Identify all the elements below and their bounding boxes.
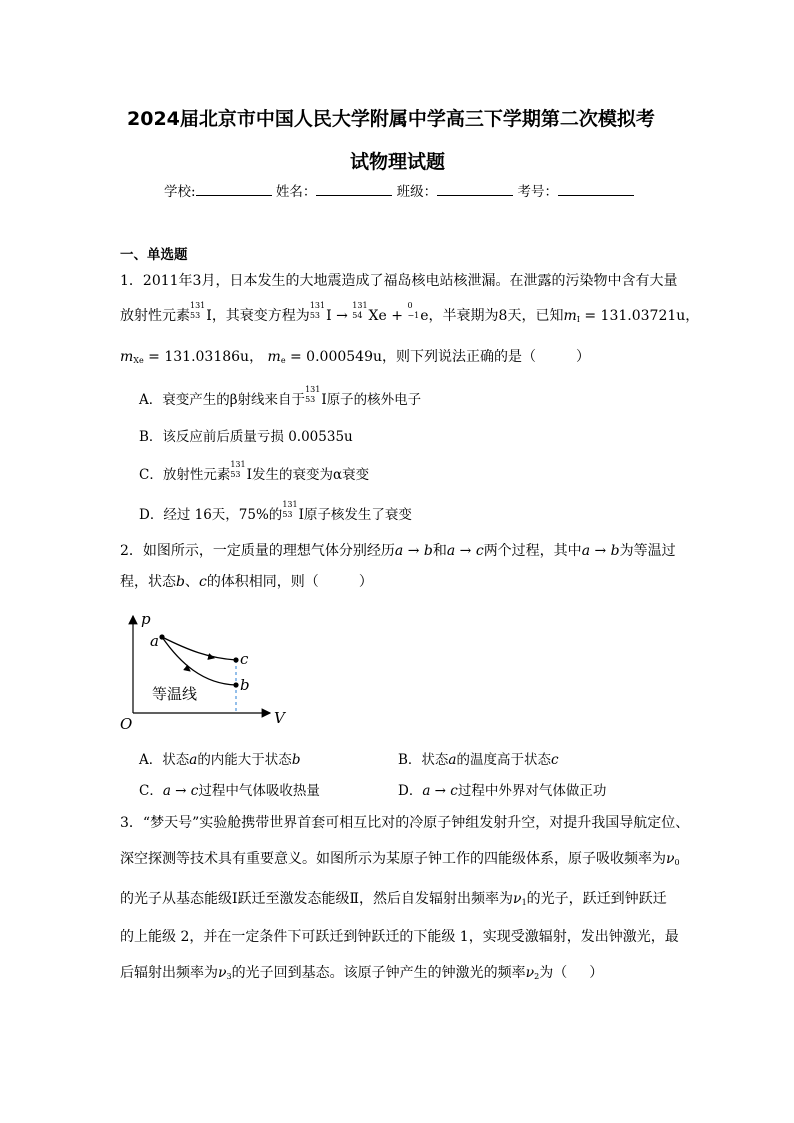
q3-line3: 的光子从基态能级Ⅰ跃迁至激发态能级Ⅱ，然后自发辐射出频率为$\nu_1$的光子，跃迁到钟跃迁 — [120, 891, 667, 907]
exam-number-field[interactable] — [558, 182, 634, 196]
name-label: 姓名： — [275, 184, 317, 200]
q3-line5: 后辐射出频率为$\nu_3$的光子回到基态。该原子钟产生的钟激光的频率$\nu_2$为（ ） — [120, 965, 604, 981]
class-label: 班级： — [396, 184, 438, 200]
q3-line4: 的上能级 2，并在一定条件下可跃迁到钟跃迁的下能级 1，实现受激辐射，发出钟激光，最 — [120, 929, 679, 945]
point-a — [159, 634, 164, 639]
electron-nuclide: 0 −1 — [407, 301, 420, 320]
q2-line1: 2．如图所示，一定质量的理想气体分别经历a → b和a → c两个过程，其中a → b为等温过 — [120, 543, 676, 559]
iodine-nuclide: 131 53 — [190, 301, 206, 320]
q2-option-c[interactable]: C．a → c过程中气体吸收热量 — [139, 783, 320, 799]
p-axis-label: p — [141, 610, 151, 628]
q1-text: 放射性元素 — [120, 308, 190, 324]
q2-option-b[interactable]: B．状态a的温度高于状态c — [398, 752, 559, 768]
iodine-nuclide: 131 53 — [309, 301, 326, 320]
school-label: 学校: — [164, 184, 196, 200]
q1-option-b[interactable]: B．该反应前后质量亏损 0.00535u — [139, 429, 353, 445]
point-c — [233, 657, 238, 662]
v-axis-label: V — [274, 709, 285, 727]
q1-line1: 1．2011年3月，日本发生的大地震造成了福岛核电站核泄漏。在泄露的污染物中含有大量 — [120, 273, 678, 289]
curve-a-to-b-isotherm — [162, 637, 236, 685]
q3-line1: 3．“梦天号”实验舱携带世界首套可相互比对的冷原子钟组发射升空，对提升我国导航定位、 — [120, 815, 690, 831]
isotherm-label: 等温线 — [152, 685, 198, 703]
xenon-nuclide: 131 54 — [352, 301, 368, 320]
page-title-line2: 试物理试题 — [350, 151, 446, 173]
q2-option-d[interactable]: D．a → c过程中外界对气体做正功 — [398, 783, 607, 799]
point-a-label: a — [150, 632, 159, 650]
class-field[interactable] — [437, 182, 513, 196]
school-field[interactable] — [196, 182, 272, 196]
q1-option-d[interactable]: D．经过 16天，75%的 131 53 I原子核发生了衰变 — [139, 500, 412, 523]
q2-option-a[interactable]: A．状态a的内能大于状态b — [139, 752, 301, 768]
point-c-label: c — [240, 650, 249, 668]
q1-line2: 放射性元素 131 53 I，其衰变方程为 131 53 I → 131 54 Xe + 0 −1 e，半衰期为8天，已知$m_I = 131.03721u$， — [120, 301, 700, 324]
point-b — [233, 682, 238, 687]
section-title: 一、单选题 — [120, 247, 188, 263]
student-info-row — [164, 180, 634, 200]
name-field[interactable] — [316, 182, 392, 196]
q2-line2: 程，状态b、c的体积相同，则（ ） — [120, 574, 373, 590]
pv-graph — [118, 608, 298, 733]
point-b-label: b — [240, 676, 250, 694]
q1-line3: $m_{Xe} = 131.03186u$， $m_e = 0.000549u$，则下列说法正确的是（ ） — [120, 349, 590, 365]
curve-a-to-c — [162, 637, 236, 660]
q3-line2: 深空探测等技术具有重要意义。如图所示为某原子钟工作的四能级体系，原子吸收频率为$\nu_0$ — [120, 851, 680, 867]
q1-option-a[interactable]: A．衰变产生的β射线来自于 131 53 I原子的核外电子 — [139, 385, 422, 408]
exam-number-label: 考号： — [517, 184, 558, 200]
q1-option-c[interactable]: C．放射性元素 131 53 I发生的衰变为α衰变 — [139, 460, 370, 483]
page-title: 2024届北京市中国人民大学附属中学高三下学期第二次模拟考 — [127, 108, 655, 130]
origin-label: O — [120, 715, 133, 733]
